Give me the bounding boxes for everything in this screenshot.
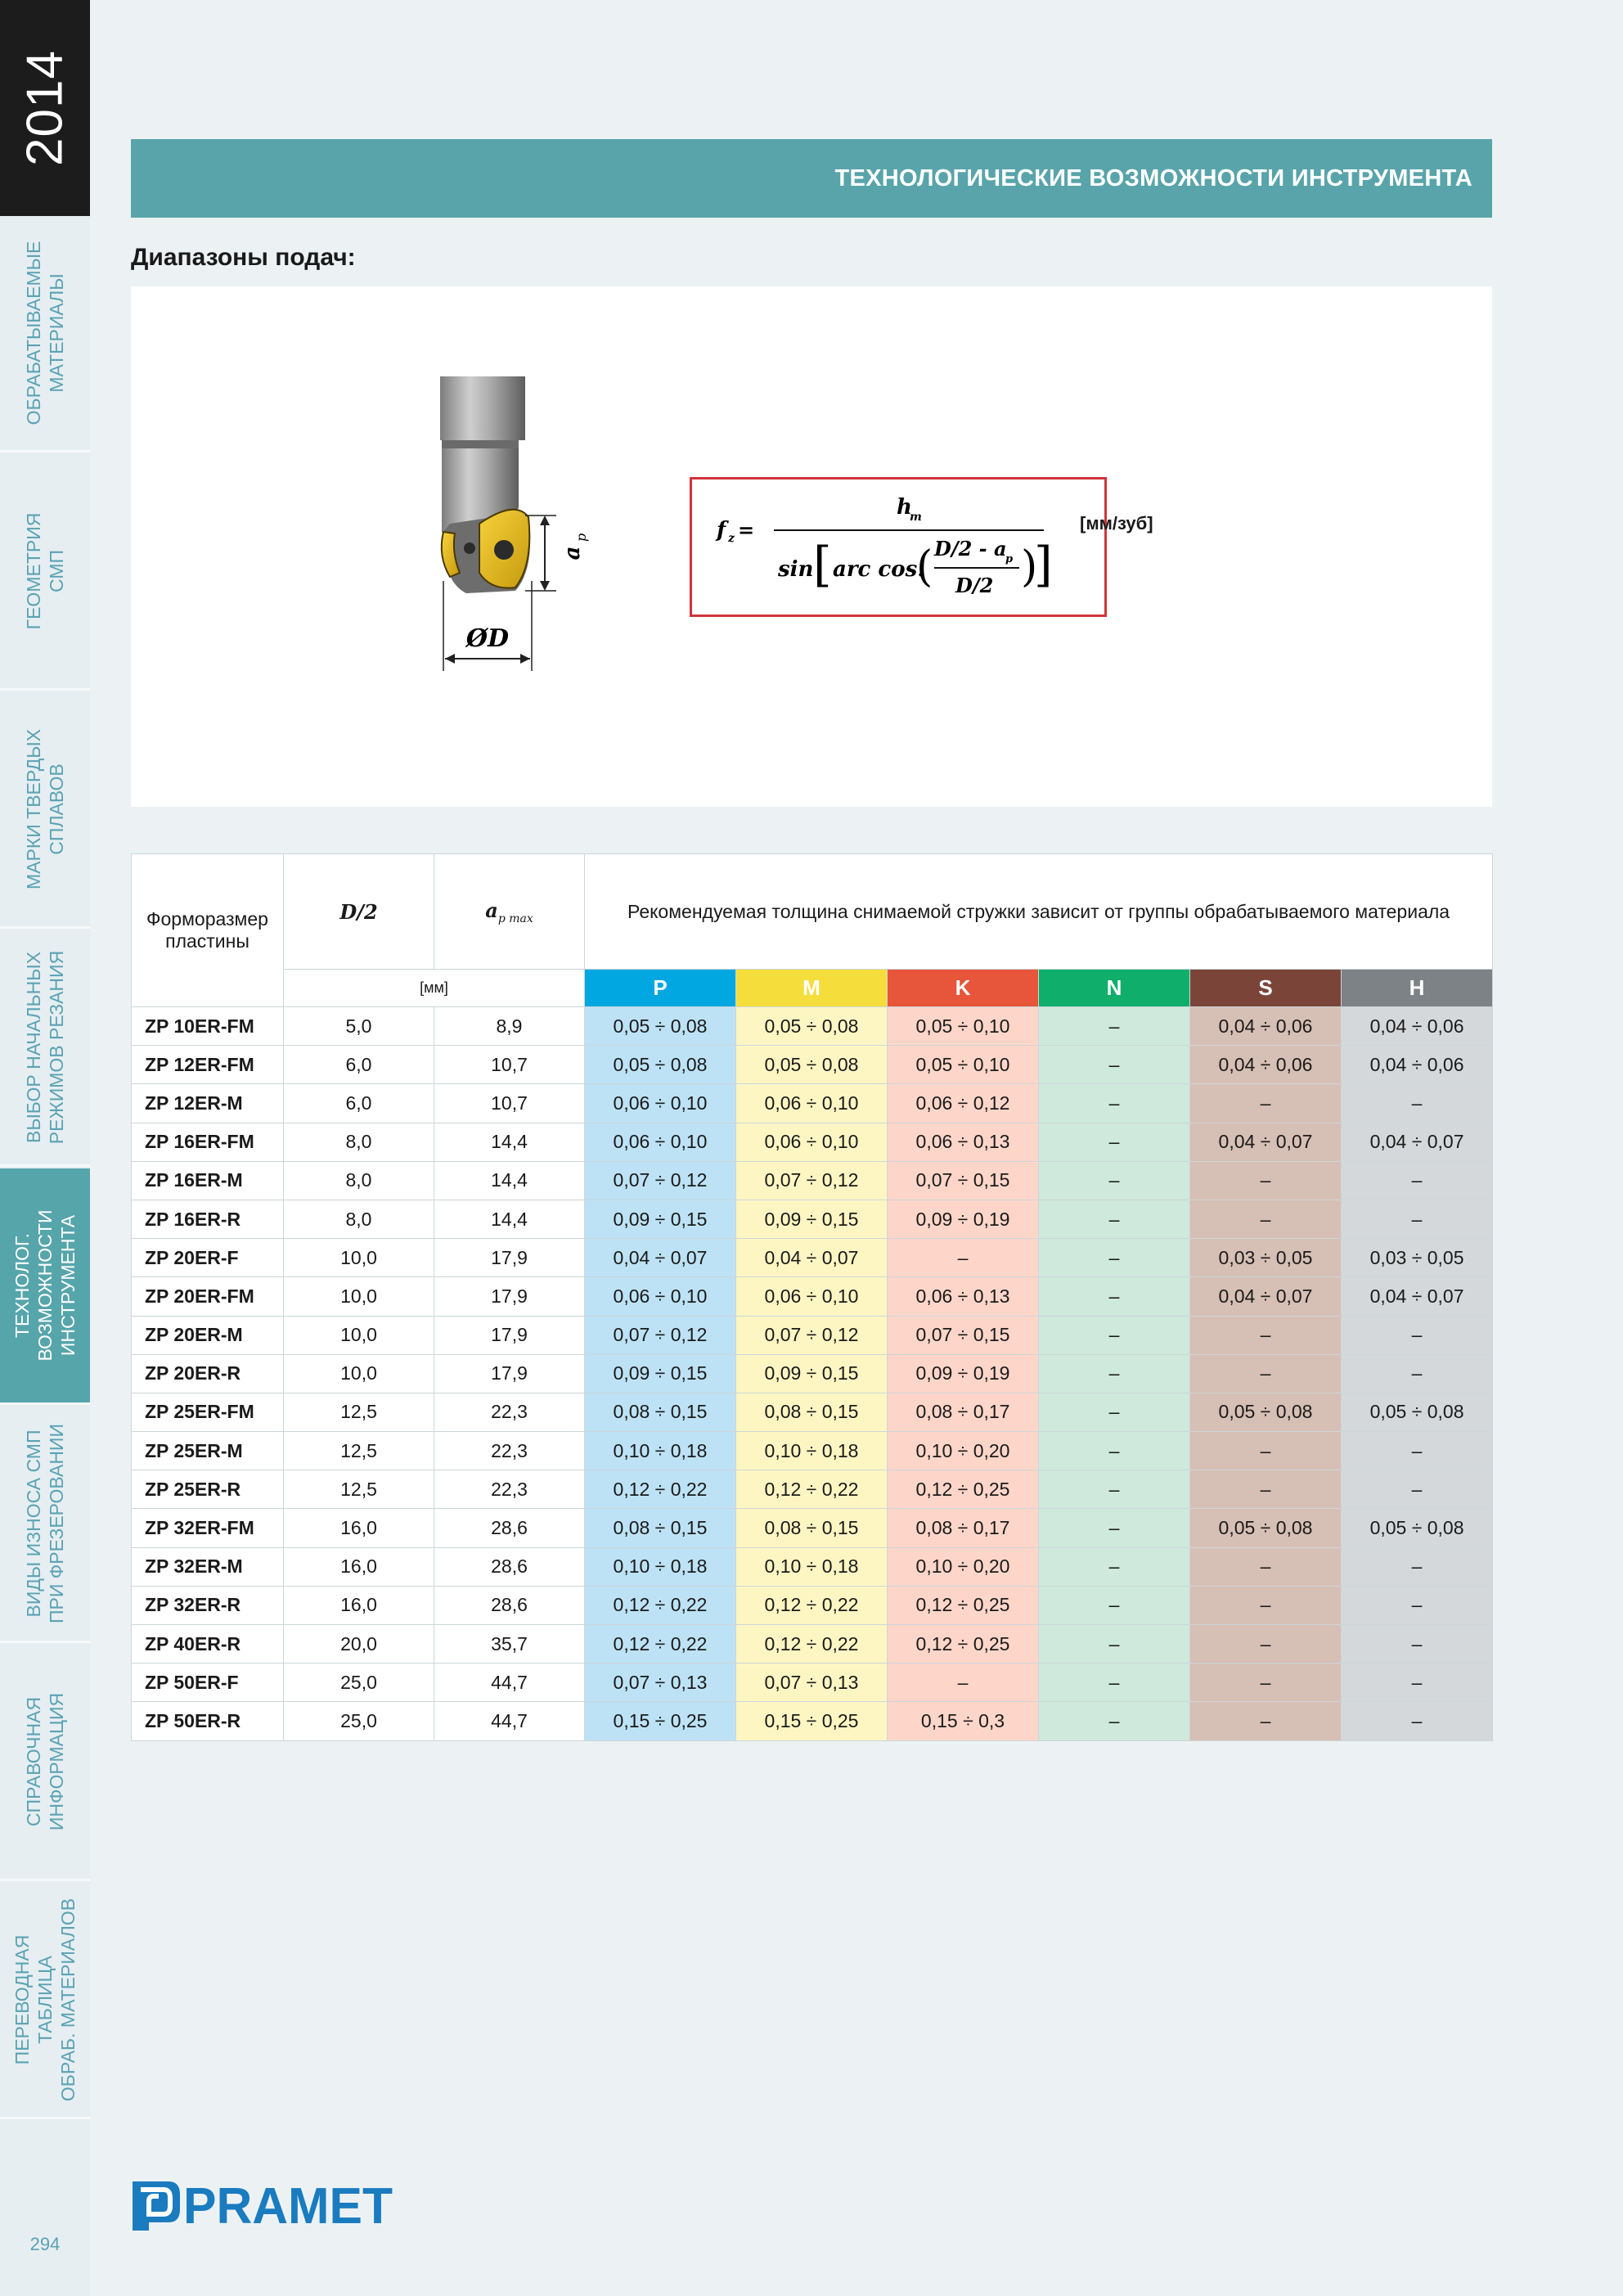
table-cell: 0,08 ÷ 0,15 <box>585 1509 736 1547</box>
sidebar-item-label-line2: МАТЕРИАЛЫ <box>46 273 67 393</box>
table-cell: 0,05 ÷ 0,08 <box>1190 1509 1342 1547</box>
table-cell: – <box>1190 1702 1342 1740</box>
diagram-panel <box>131 286 1492 807</box>
table-cell: 0,04 ÷ 0,07 <box>1190 1277 1342 1316</box>
table-cell: 8,0 <box>284 1161 434 1200</box>
table-cell: – <box>1190 1432 1342 1470</box>
sidebar-item-label <box>22 699 68 920</box>
table-cell: 22,3 <box>434 1470 585 1509</box>
table-cell: 17,9 <box>434 1277 585 1316</box>
sidebar-item-label-line2: СМП <box>46 549 67 593</box>
table-row <box>132 1702 1493 1740</box>
group-header-m: M <box>736 970 888 1007</box>
table-cell: 44,7 <box>434 1663 585 1702</box>
table-cell: 0,10 ÷ 0,18 <box>585 1432 736 1470</box>
table-cell: – <box>1342 1625 1493 1663</box>
table-cell: – <box>1190 1200 1342 1238</box>
table-cell: – <box>1039 1625 1190 1663</box>
table-cell: – <box>1190 1161 1342 1200</box>
table-cell: 28,6 <box>434 1547 585 1586</box>
table-cell: 35,7 <box>434 1625 585 1663</box>
formula-box <box>690 477 1107 617</box>
col-header-ap-sub: p max <box>497 912 533 925</box>
col-header-insert <box>132 854 284 1007</box>
table-cell: 0,10 ÷ 0,18 <box>736 1547 888 1586</box>
table-cell: 0,10 ÷ 0,20 <box>888 1547 1039 1586</box>
insert-name-cell: ZP 20ER-FM <box>132 1277 284 1316</box>
table-cell: 0,04 ÷ 0,06 <box>1342 1046 1493 1084</box>
pramet-logo <box>131 2177 401 2234</box>
sidebar-item-7[interactable] <box>0 1883 90 2119</box>
sidebar-item-label <box>22 1413 68 1634</box>
feed-formula <box>692 479 1104 615</box>
table-cell: 0,07 ÷ 0,12 <box>585 1161 736 1200</box>
table-cell: 0,08 ÷ 0,17 <box>888 1509 1039 1547</box>
table-cell: 0,05 ÷ 0,08 <box>1342 1393 1493 1431</box>
table-cell: – <box>1039 1663 1190 1702</box>
table-cell: 0,06 ÷ 0,10 <box>736 1084 888 1123</box>
diameter-label: ØD <box>465 624 510 653</box>
formula-numerator: h <box>897 495 912 520</box>
table-cell: 8,0 <box>284 1200 434 1238</box>
table-cell: – <box>1039 1547 1190 1586</box>
table-cell: 0,07 ÷ 0,12 <box>736 1316 888 1354</box>
sidebar-item-label-line2: ИНСТРУМЕНТА <box>57 1214 79 1357</box>
table-cell: 0,09 ÷ 0,15 <box>736 1354 888 1393</box>
table-cell: 0,12 ÷ 0,25 <box>888 1470 1039 1509</box>
table-cell: 10,0 <box>284 1239 434 1277</box>
sidebar-item-label <box>22 1651 68 1872</box>
insert-name-cell: ZP 20ER-M <box>132 1316 284 1354</box>
table-cell: – <box>1190 1470 1342 1509</box>
col-header-ap <box>434 854 585 970</box>
table-cell: – <box>1342 1663 1493 1702</box>
table-cell: – <box>1342 1702 1493 1740</box>
table-cell: 28,6 <box>434 1586 585 1624</box>
table-cell: – <box>1039 1084 1190 1123</box>
logo-text: PRAMET <box>183 2178 393 2234</box>
formula-numerator-sub: m <box>910 511 922 524</box>
table-row <box>132 1316 1493 1354</box>
table-cell: – <box>1039 1393 1190 1431</box>
table-cell: 0,08 ÷ 0,15 <box>736 1509 888 1547</box>
table-cell: 0,10 ÷ 0,18 <box>736 1432 888 1470</box>
col-header-description: Рекомендуемая толщина снимаемой стружки зависит от группы обрабатываемого материала <box>585 854 1493 970</box>
table-cell: 0,06 ÷ 0,13 <box>888 1123 1039 1161</box>
formula-unit: [мм/зуб] <box>1080 513 1153 533</box>
table-cell: 0,07 ÷ 0,12 <box>736 1161 888 1200</box>
section-header-title: ТЕХНОЛОГИЧЕСКИЕ ВОЗМОЖНОСТИ ИНСТРУМЕНТА <box>834 165 1472 191</box>
table-cell: 0,12 ÷ 0,25 <box>888 1625 1039 1663</box>
insert-name-cell: ZP 25ER-R <box>132 1470 284 1509</box>
sidebar-item-label <box>11 1889 79 2110</box>
table-cell: 25,0 <box>284 1663 434 1702</box>
table-cell: – <box>1039 1702 1190 1740</box>
table-cell: 5,0 <box>284 1007 434 1046</box>
table-cell: – <box>1039 1354 1190 1393</box>
table-cell: 0,10 ÷ 0,18 <box>585 1547 736 1586</box>
ap-subscript: p <box>573 533 589 542</box>
table-cell: 0,12 ÷ 0,22 <box>585 1625 736 1663</box>
sidebar-item-label <box>22 223 68 443</box>
insert-name-cell: ZP 32ER-M <box>132 1547 284 1586</box>
year-label: 2014 <box>16 50 74 166</box>
table-cell: – <box>1342 1432 1493 1470</box>
sidebar-item-6[interactable] <box>0 1645 90 1881</box>
table-cell: 12,5 <box>284 1432 434 1470</box>
table-cell: – <box>1039 1007 1190 1046</box>
table-cell: 0,04 ÷ 0,07 <box>736 1239 888 1277</box>
table-cell: 0,05 ÷ 0,10 <box>888 1046 1039 1084</box>
sidebar-item-label-line2: РЕЖИМОВ РЕЗАНИЯ <box>46 950 67 1145</box>
cutter-illustration <box>401 376 614 802</box>
sidebar-item-label <box>11 1175 79 1396</box>
insert-name-cell: ZP 32ER-FM <box>132 1509 284 1547</box>
table-cell: – <box>1342 1316 1493 1354</box>
svg-text:[: [ <box>813 537 832 592</box>
sidebar-item-label-line2: ИНФОРМАЦИЯ <box>46 1692 67 1831</box>
table-cell: – <box>1039 1046 1190 1084</box>
sidebar-item-label-line1: ВИДЫ ИЗНОСА СМП <box>23 1429 44 1618</box>
table-cell: 0,09 ÷ 0,15 <box>585 1354 736 1393</box>
table-cell: 10,0 <box>284 1277 434 1316</box>
table-cell: – <box>888 1663 1039 1702</box>
table-row <box>132 1586 1493 1624</box>
group-header-p: P <box>585 970 736 1007</box>
table-cell: 16,0 <box>284 1586 434 1624</box>
table-cell: – <box>1039 1586 1190 1624</box>
table-cell: – <box>1190 1663 1342 1702</box>
table-cell: – <box>1190 1354 1342 1393</box>
sidebar-item-3[interactable] <box>0 930 90 1167</box>
table-cell: 0,09 ÷ 0,15 <box>736 1200 888 1238</box>
formula-inner-numerator-sub: p <box>1005 553 1014 565</box>
table-cell: – <box>1190 1316 1342 1354</box>
table-row <box>132 1123 1493 1161</box>
table-cell: 0,07 ÷ 0,12 <box>585 1316 736 1354</box>
table-cell: – <box>1039 1277 1190 1316</box>
table-cell: 0,04 ÷ 0,07 <box>1190 1123 1342 1161</box>
table-cell: 0,06 ÷ 0,10 <box>736 1123 888 1161</box>
insert-name-cell: ZP 25ER-FM <box>132 1393 284 1431</box>
svg-text:]: ] <box>1034 537 1053 592</box>
insert-name-cell: ZP 16ER-FM <box>132 1123 284 1161</box>
table-cell: – <box>888 1239 1039 1277</box>
formula-lhs: f <box>717 518 726 542</box>
table-cell: 0,07 ÷ 0,13 <box>585 1663 736 1702</box>
svg-text:(: ( <box>916 542 933 592</box>
group-header-s: S <box>1190 970 1342 1007</box>
table-cell: – <box>1342 1470 1493 1509</box>
table-cell: 20,0 <box>284 1625 434 1663</box>
sidebar-item-label-line1: ТЕХНОЛОГ. ВОЗМОЖНОСТИ <box>11 1209 56 1362</box>
sidebar-item-4[interactable] <box>0 1168 90 1405</box>
table-cell: 0,05 ÷ 0,08 <box>1190 1393 1342 1431</box>
year-badge <box>0 0 90 216</box>
table-cell: – <box>1039 1432 1190 1470</box>
table-cell: 0,07 ÷ 0,13 <box>736 1663 888 1702</box>
table-cell: – <box>1039 1316 1190 1354</box>
table-cell: – <box>1039 1161 1190 1200</box>
table-cell: 0,15 ÷ 0,25 <box>736 1702 888 1740</box>
insert-name-cell: ZP 16ER-M <box>132 1161 284 1200</box>
section-title: Диапазоны подач: <box>131 244 356 271</box>
section-header-band <box>131 139 1492 218</box>
sidebar-item-label-line1: ОБРАБАТЫВАЕМЫЕ <box>23 241 44 425</box>
table-cell: 0,03 ÷ 0,05 <box>1190 1239 1342 1277</box>
sidebar-item-0[interactable] <box>0 216 90 452</box>
table-cell: 0,12 ÷ 0,22 <box>736 1625 888 1663</box>
table-cell: 0,05 ÷ 0,08 <box>736 1007 888 1046</box>
table-row <box>132 1470 1493 1509</box>
table-cell: 10,0 <box>284 1354 434 1393</box>
table-row <box>132 1393 1493 1431</box>
sidebar <box>0 0 90 2296</box>
unit-cell: [мм] <box>284 970 585 1007</box>
group-header-n: N <box>1039 970 1190 1007</box>
sidebar-item-label-line2: ОБРАБ. МАТЕРИАЛОВ <box>57 1898 79 2102</box>
insert-name-cell: ZP 20ER-R <box>132 1354 284 1393</box>
table-cell: 6,0 <box>284 1046 434 1084</box>
table-row <box>132 1277 1493 1316</box>
insert-name-cell: ZP 50ER-F <box>132 1663 284 1702</box>
sidebar-item-1[interactable] <box>0 454 90 691</box>
table-row <box>132 1663 1493 1702</box>
table-row <box>132 1354 1493 1393</box>
ap-label: a <box>560 546 585 560</box>
formula-inner-numerator: D/2 - a <box>934 537 1007 560</box>
table-cell: 8,9 <box>434 1007 585 1046</box>
table-cell: 0,12 ÷ 0,22 <box>585 1586 736 1624</box>
table-cell: 17,9 <box>434 1239 585 1277</box>
table-cell: 0,08 ÷ 0,17 <box>888 1393 1039 1431</box>
table-cell: – <box>1190 1084 1342 1123</box>
table-cell: – <box>1342 1200 1493 1238</box>
insert-name-cell: ZP 12ER-FM <box>132 1046 284 1084</box>
sidebar-item-2[interactable] <box>0 692 90 929</box>
table-row <box>132 1239 1493 1277</box>
group-header-k: K <box>888 970 1039 1007</box>
table-cell: 0,15 ÷ 0,25 <box>585 1702 736 1740</box>
table-row <box>132 1509 1493 1547</box>
svg-text:=: = <box>738 518 755 542</box>
insert-name-cell: ZP 32ER-R <box>132 1586 284 1624</box>
table-cell: 0,06 ÷ 0,12 <box>888 1084 1039 1123</box>
table-cell: 0,05 ÷ 0,08 <box>585 1046 736 1084</box>
table-cell: 0,04 ÷ 0,06 <box>1342 1007 1493 1046</box>
table-cell: 0,06 ÷ 0,10 <box>585 1084 736 1123</box>
table-row <box>132 1046 1493 1084</box>
table-cell: 44,7 <box>434 1702 585 1740</box>
sidebar-item-label <box>22 937 68 1158</box>
table-cell: 0,12 ÷ 0,25 <box>888 1586 1039 1624</box>
table-cell: – <box>1190 1625 1342 1663</box>
table-row <box>132 1625 1493 1663</box>
insert-name-cell: ZP 40ER-R <box>132 1625 284 1663</box>
sidebar-item-label-line2: СПЛАВОВ <box>46 763 67 855</box>
table-row <box>132 1200 1493 1238</box>
table-cell: 17,9 <box>434 1354 585 1393</box>
table-cell: 0,09 ÷ 0,19 <box>888 1354 1039 1393</box>
page-number: 294 <box>29 2234 61 2254</box>
table-cell: – <box>1039 1239 1190 1277</box>
table-cell: – <box>1342 1084 1493 1123</box>
table-cell: 22,3 <box>434 1393 585 1431</box>
table-cell: 0,03 ÷ 0,05 <box>1342 1239 1493 1277</box>
table-cell: 0,04 ÷ 0,07 <box>1342 1123 1493 1161</box>
sidebar-item-5[interactable] <box>0 1407 90 1643</box>
sidebar-item-label-line1: МАРКИ ТВЕРДЫХ <box>23 729 44 889</box>
table-cell: 14,4 <box>434 1161 585 1200</box>
table-cell: 0,12 ÷ 0,22 <box>736 1470 888 1509</box>
insert-name-cell: ZP 25ER-M <box>132 1432 284 1470</box>
table-row <box>132 1007 1493 1046</box>
table-cell: – <box>1190 1586 1342 1624</box>
table-cell: 0,15 ÷ 0,3 <box>888 1702 1039 1740</box>
table-cell: – <box>1039 1470 1190 1509</box>
table-cell: – <box>1342 1161 1493 1200</box>
table-cell: – <box>1039 1509 1190 1547</box>
table-cell: 6,0 <box>284 1084 434 1123</box>
feed-table <box>131 853 1493 1741</box>
table-cell: 0,06 ÷ 0,10 <box>736 1277 888 1316</box>
table-cell: 0,06 ÷ 0,10 <box>585 1277 736 1316</box>
table-cell: 0,05 ÷ 0,10 <box>888 1007 1039 1046</box>
table-cell: – <box>1039 1200 1190 1238</box>
col-header-insert-line2: пластины <box>165 930 250 952</box>
table-row <box>132 1084 1493 1123</box>
table-cell: 16,0 <box>284 1509 434 1547</box>
col-header-ap-label: a <box>485 898 498 922</box>
table-cell: 28,6 <box>434 1509 585 1547</box>
table-cell: 10,0 <box>284 1316 434 1354</box>
table-cell: 0,12 ÷ 0,22 <box>585 1470 736 1509</box>
group-header-h: H <box>1342 970 1493 1007</box>
insert-name-cell: ZP 10ER-FM <box>132 1007 284 1046</box>
table-row <box>132 1547 1493 1586</box>
table-cell: 0,05 ÷ 0,08 <box>736 1046 888 1084</box>
table-cell: 0,07 ÷ 0,15 <box>888 1316 1039 1354</box>
table-cell: 0,07 ÷ 0,15 <box>888 1161 1039 1200</box>
table-cell: 0,06 ÷ 0,13 <box>888 1277 1039 1316</box>
table-cell: 0,05 ÷ 0,08 <box>1342 1509 1493 1547</box>
table-cell: 22,3 <box>434 1432 585 1470</box>
sidebar-item-label-line1: ПЕРЕВОДНАЯ ТАБЛИЦА <box>11 1934 56 2065</box>
table-row <box>132 1432 1493 1470</box>
sidebar-item-label-line1: СПРАВОЧНАЯ <box>23 1696 44 1827</box>
table-cell: – <box>1190 1547 1342 1586</box>
table-cell: 0,04 ÷ 0,06 <box>1190 1046 1342 1084</box>
table-cell: 0,05 ÷ 0,08 <box>585 1007 736 1046</box>
table-cell: 0,10 ÷ 0,20 <box>888 1432 1039 1470</box>
insert-name-cell: ZP 12ER-M <box>132 1084 284 1123</box>
col-header-insert-line1: Форморазмер <box>146 908 268 930</box>
table-cell: 0,08 ÷ 0,15 <box>585 1393 736 1431</box>
table-cell: 14,4 <box>434 1200 585 1238</box>
sidebar-item-label-line1: ВЫБОР НАЧАЛЬНЫХ <box>23 952 44 1143</box>
table-cell: 10,7 <box>434 1084 585 1123</box>
formula-lhs-sub: z <box>728 532 735 545</box>
table-cell: – <box>1342 1547 1493 1586</box>
table-cell: 0,04 ÷ 0,07 <box>1342 1277 1493 1316</box>
sidebar-item-label <box>22 461 68 682</box>
table-cell: 10,7 <box>434 1046 585 1084</box>
sidebar-item-label-line1: ГЕОМЕТРИЯ <box>23 512 44 630</box>
formula-arccos: arc cos. <box>833 557 925 582</box>
formula-inner-denominator: D/2 <box>955 574 994 597</box>
table-cell: – <box>1039 1123 1190 1161</box>
table-cell: 0,09 ÷ 0,15 <box>585 1200 736 1238</box>
table-cell: 0,06 ÷ 0,10 <box>585 1123 736 1161</box>
table-cell: 17,9 <box>434 1316 585 1354</box>
sidebar-item-label-line2: ПРИ ФРЕЗЕРОВАНИИ <box>46 1424 67 1624</box>
table-cell: 0,08 ÷ 0,15 <box>736 1393 888 1431</box>
table-row <box>132 1161 1493 1200</box>
table-cell: – <box>1342 1354 1493 1393</box>
insert-name-cell: ZP 50ER-R <box>132 1702 284 1740</box>
table-cell: 0,09 ÷ 0,19 <box>888 1200 1039 1238</box>
table-cell: 25,0 <box>284 1702 434 1740</box>
table-cell: 0,12 ÷ 0,22 <box>736 1586 888 1624</box>
table-cell: 12,5 <box>284 1470 434 1509</box>
table-cell: 14,4 <box>434 1123 585 1161</box>
svg-text:): ) <box>1021 542 1038 592</box>
table-cell: 12,5 <box>284 1393 434 1431</box>
table-cell: – <box>1342 1586 1493 1624</box>
formula-sin: sin <box>778 557 814 582</box>
insert-name-cell: ZP 16ER-R <box>132 1200 284 1238</box>
insert-name-cell: ZP 20ER-F <box>132 1239 284 1277</box>
table-cell: 8,0 <box>284 1123 434 1161</box>
table-cell: 0,04 ÷ 0,07 <box>585 1239 736 1277</box>
table-cell: 16,0 <box>284 1547 434 1586</box>
table-cell: 0,04 ÷ 0,06 <box>1190 1007 1342 1046</box>
col-header-d2 <box>284 854 434 970</box>
col-header-d2-label: D/2 <box>339 899 378 924</box>
